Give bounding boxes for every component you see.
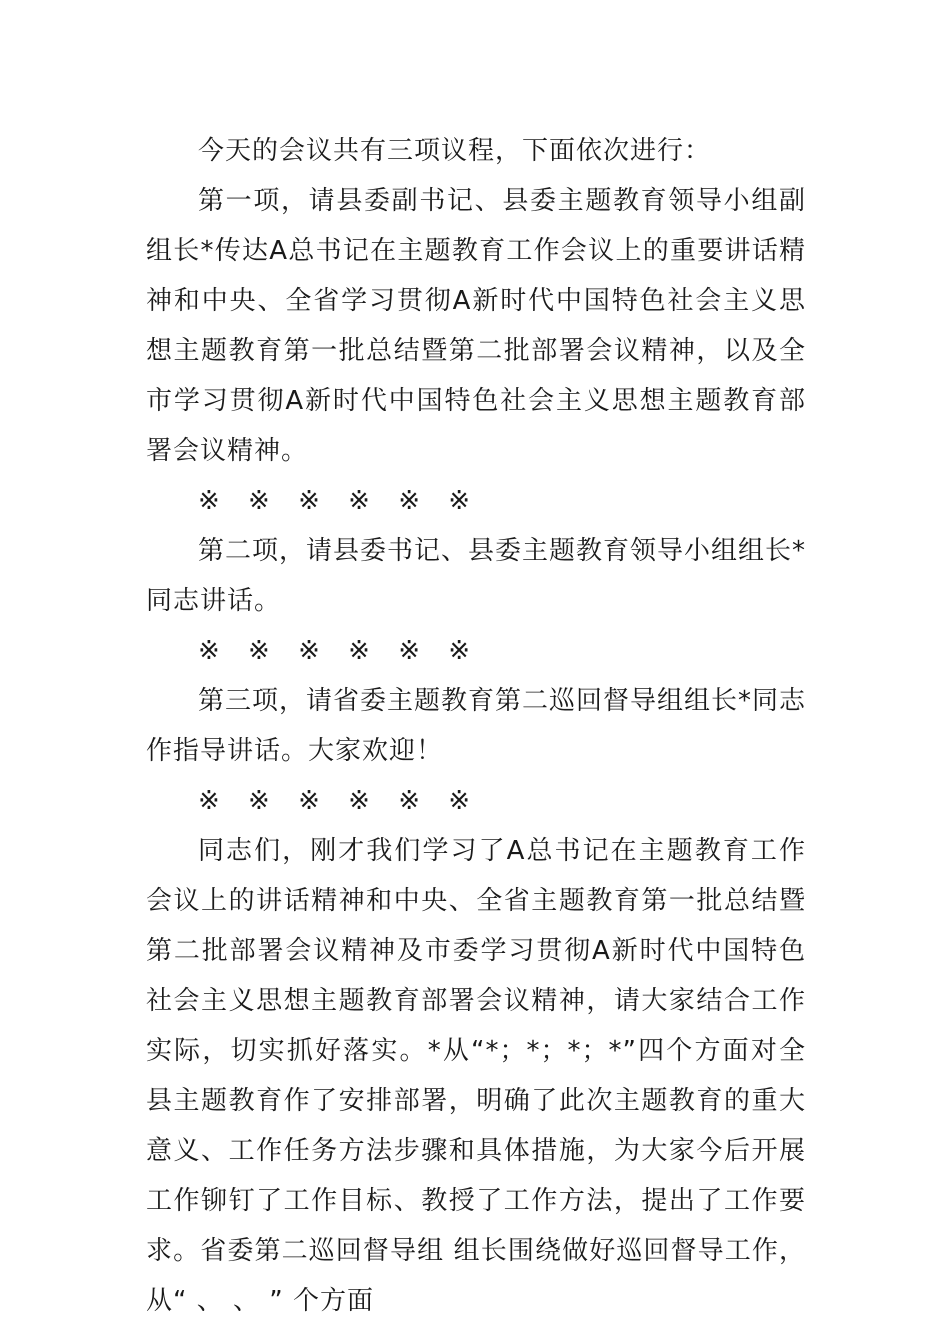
section-separator: ※ ※ ※ ※ ※ ※ xyxy=(198,786,481,816)
agenda-item-one-paragraph: 第一项，请县委副书记、县委主题教育领导小组副组长*传达A总书记在主题教育工作会议上的重要讲话精神和中央、全省学习贯彻A新时代中国特色社会主义思想主题教育第一批总结暨第二批部署会议精神，以及全市学习贯彻A新时代中国特色社会主义思想主题教育部署会议精神。 xyxy=(146,186,806,466)
document-body xyxy=(146,126,806,1326)
closing-remarks-paragraph: 同志们，刚才我们学习了A总书记在主题教育工作会议上的讲话精神和中央、全省主题教育第一批总结暨第二批部署会议精神及市委学习贯彻A新时代中国特色社会主义思想主题教育部署会议精神，请大家结合工作实际，切实抓好落实。*从“*；*；*；*”四个方面对全县主题教育作了安排部署，明确了此次主题教育的重大意义、工作任务方法步骤和具体措施，为大家今后开展工作铆钉了工作目标、教授了工作方法，提出了工作要求。省委第二巡回督导组 组长围绕做好巡回督导工作，从“ 、 、 ” 个方面 xyxy=(146,836,806,1316)
agenda-intro-paragraph: 今天的会议共有三项议程，下面依次进行： xyxy=(198,136,712,166)
section-separator: ※ ※ ※ ※ ※ ※ xyxy=(198,636,481,666)
agenda-item-two-paragraph: 第二项，请县委书记、县委主题教育领导小组组长*同志讲话。 xyxy=(146,536,807,616)
agenda-item-three-paragraph: 第三项，请省委主题教育第二巡回督导组组长*同志作指导讲话。大家欢迎！ xyxy=(146,686,807,766)
section-separator: ※ ※ ※ ※ ※ ※ xyxy=(198,486,481,516)
